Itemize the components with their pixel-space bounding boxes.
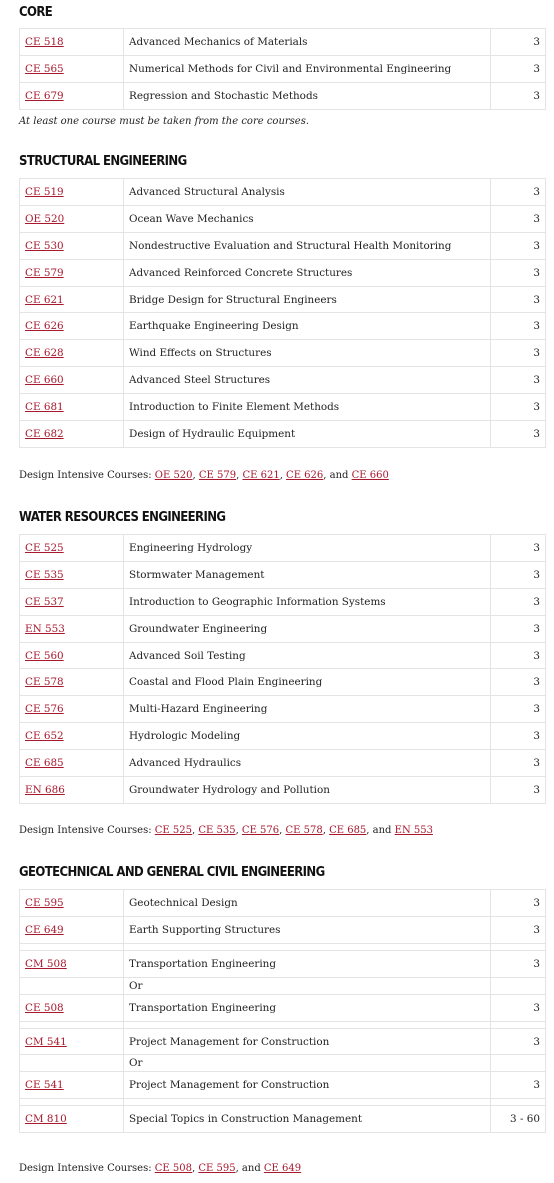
course-name: Wind Effects on Structures [124, 340, 491, 367]
course-code-link[interactable]: CE 537 [25, 595, 64, 608]
course-name: Special Topics in Construction Management [124, 1106, 491, 1133]
table-row [20, 82, 546, 109]
course-code-link[interactable]: CE 576 [25, 703, 64, 716]
design-intensive-course-link[interactable]: CE 578 [285, 825, 323, 836]
course-code-link[interactable]: CE 508 [25, 1001, 64, 1014]
table-row [20, 696, 546, 723]
course-code-link[interactable]: CE 541 [25, 1079, 64, 1092]
credit-hours: 3 [491, 367, 546, 394]
design-intensive-course-link[interactable]: CE 579 [198, 470, 237, 481]
course-name: Hydrologic Modeling [124, 723, 491, 750]
course-code-link[interactable]: CE 652 [25, 730, 64, 743]
or-label: Or [124, 1055, 491, 1072]
credit-hours: 3 [491, 588, 546, 615]
design-intensive-course-link[interactable]: CE 621 [242, 470, 280, 481]
table-row [20, 259, 546, 286]
credit-hours: 3 [491, 777, 546, 804]
credit-hours: 3 [491, 421, 546, 448]
credit-hours: 3 [491, 82, 546, 109]
spacer-row [20, 1099, 546, 1106]
course-name: Introduction to Geographic Information Systems [124, 588, 491, 615]
table-row [20, 535, 546, 562]
design-intensive-course-link[interactable]: CE 508 [154, 1163, 192, 1174]
credit-hours: 3 [491, 535, 546, 562]
design-intensive-course-link[interactable]: CE 626 [286, 470, 324, 481]
course-code-link[interactable]: CE 685 [25, 757, 64, 770]
credit-hours: 3 [491, 642, 546, 669]
water-course-table [19, 534, 546, 804]
credit-hours: 3 [491, 1072, 546, 1099]
table-row [20, 615, 546, 642]
credit-hours: 3 [491, 950, 546, 977]
table-row [20, 950, 546, 977]
course-name: Nondestructive Evaluation and Structural Health Monitoring [124, 232, 491, 259]
course-code-link[interactable]: CE 579 [25, 266, 64, 279]
table-row [20, 642, 546, 669]
design-intensive-course-link[interactable]: CE 595 [198, 1163, 236, 1174]
table-row [20, 994, 546, 1021]
course-name: Advanced Structural Analysis [124, 179, 491, 206]
course-code-link[interactable]: CE 578 [25, 676, 64, 689]
course-code-link[interactable]: CE 628 [25, 347, 64, 360]
section-title-core: CORE [19, 5, 53, 20]
design-intensive-course-link[interactable]: CE 535 [198, 825, 236, 836]
credit-hours: 3 [491, 286, 546, 313]
section-title-water: WATER RESOURCES ENGINEERING [19, 510, 226, 525]
design-intensive-course-link[interactable]: CE 685 [329, 825, 367, 836]
credit-hours: 3 [491, 55, 546, 82]
design-intensive-label: Design Intensive Courses: [19, 470, 155, 481]
table-row [20, 394, 546, 421]
course-name: Introduction to Finite Element Methods [124, 394, 491, 421]
course-name: Stormwater Management [124, 561, 491, 588]
course-code-link[interactable]: CE 595 [25, 896, 64, 909]
course-code-link[interactable]: CE 518 [25, 35, 64, 48]
water-design-intensive: Design Intensive Courses: CE 525, CE 535, CE 576, CE 578, CE 685, and EN 553 [19, 825, 433, 836]
table-row [20, 750, 546, 777]
credit-hours: 3 [491, 669, 546, 696]
course-name: Project Management for Construction [124, 1028, 491, 1055]
table-row [20, 313, 546, 340]
table-row [20, 588, 546, 615]
design-intensive-course-link[interactable]: EN 553 [394, 825, 433, 836]
course-code-link[interactable]: CE 679 [25, 89, 64, 102]
course-code-link[interactable]: CE 560 [25, 649, 64, 662]
course-code-link[interactable]: CE 649 [25, 923, 64, 936]
course-name: Earth Supporting Structures [124, 916, 491, 943]
course-name: Project Management for Construction [124, 1072, 491, 1099]
course-name: Advanced Steel Structures [124, 367, 491, 394]
design-intensive-course-link[interactable]: OE 520 [154, 470, 193, 481]
credit-hours: 3 [491, 29, 546, 56]
course-code-link[interactable]: CE 660 [25, 374, 64, 387]
course-name: Groundwater Hydrology and Pollution [124, 777, 491, 804]
course-code-link[interactable]: EN 553 [25, 622, 65, 635]
course-name: Advanced Hydraulics [124, 750, 491, 777]
credit-hours: 3 [491, 232, 546, 259]
course-code-link[interactable]: CE 626 [25, 320, 64, 333]
table-row [20, 1072, 546, 1099]
course-name: Geotechnical Design [124, 890, 491, 917]
course-code-link[interactable]: EN 686 [25, 783, 65, 796]
table-row [20, 1106, 546, 1133]
design-intensive-course-link[interactable]: CE 649 [263, 1163, 302, 1174]
course-name: Ocean Wave Mechanics [124, 205, 491, 232]
course-code-link[interactable]: OE 520 [25, 212, 65, 225]
course-name: Coastal and Flood Plain Engineering [124, 669, 491, 696]
table-row [20, 55, 546, 82]
course-name: Regression and Stochastic Methods [124, 82, 491, 109]
or-row [20, 1055, 546, 1072]
credit-hours: 3 [491, 890, 546, 917]
credit-hours: 3 [491, 994, 546, 1021]
table-row [20, 561, 546, 588]
course-code-link[interactable]: CE 682 [25, 427, 64, 440]
section-title-geotechnical: GEOTECHNICAL AND GENERAL CIVIL ENGINEERING [19, 865, 325, 880]
course-name: Engineering Hydrology [124, 535, 491, 562]
course-name: Transportation Engineering [124, 994, 491, 1021]
table-row [20, 723, 546, 750]
credit-hours: 3 [491, 916, 546, 943]
credit-hours: 3 - 60 [491, 1106, 546, 1133]
core-course-table [19, 28, 546, 110]
table-row [20, 421, 546, 448]
course-name: Advanced Mechanics of Materials [124, 29, 491, 56]
course-code-link[interactable]: CE 681 [25, 401, 64, 414]
core-note: At least one course must be taken from the core courses. [19, 116, 310, 127]
table-row [20, 286, 546, 313]
course-name: Advanced Reinforced Concrete Structures [124, 259, 491, 286]
course-name: Transportation Engineering [124, 950, 491, 977]
course-name: Numerical Methods for Civil and Environmental Engineering [124, 55, 491, 82]
or-row [20, 977, 546, 994]
table-row [20, 669, 546, 696]
credit-hours: 3 [491, 561, 546, 588]
course-code-link[interactable]: CM 508 [25, 957, 67, 970]
table-row [20, 916, 546, 943]
course-name: Earthquake Engineering Design [124, 313, 491, 340]
course-code-link[interactable]: CE 525 [25, 541, 64, 554]
course-name: Advanced Soil Testing [124, 642, 491, 669]
table-row [20, 179, 546, 206]
design-intensive-course-link[interactable]: CE 525 [154, 825, 192, 836]
section-title-structural: STRUCTURAL ENGINEERING [19, 154, 187, 169]
credit-hours: 3 [491, 179, 546, 206]
geotechnical-course-table [19, 889, 546, 1133]
course-code-link[interactable]: CM 541 [25, 1035, 67, 1048]
table-row [20, 232, 546, 259]
course-name: Multi-Hazard Engineering [124, 696, 491, 723]
credit-hours: 3 [491, 615, 546, 642]
design-intensive-course-link[interactable]: CE 576 [241, 825, 280, 836]
design-intensive-label: Design Intensive Courses: [19, 825, 155, 836]
structural-design-intensive: Design Intensive Courses: OE 520, CE 579, CE 621, CE 626, and CE 660 [19, 470, 389, 481]
credit-hours: 3 [491, 340, 546, 367]
design-intensive-course-link[interactable]: CE 660 [351, 470, 389, 481]
or-label: Or [124, 977, 491, 994]
table-row [20, 777, 546, 804]
course-code-link[interactable]: CE 535 [25, 568, 64, 581]
credit-hours: 3 [491, 259, 546, 286]
table-row [20, 1028, 546, 1055]
course-code-link[interactable]: CE 621 [25, 293, 64, 306]
credit-hours: 3 [491, 205, 546, 232]
course-code-link[interactable]: CE 565 [25, 62, 64, 75]
credit-hours: 3 [491, 696, 546, 723]
table-row [20, 205, 546, 232]
course-code-link[interactable]: CM 810 [25, 1113, 67, 1126]
course-name: Design of Hydraulic Equipment [124, 421, 491, 448]
geotechnical-design-intensive: Design Intensive Courses: CE 508, CE 595, and CE 649 [19, 1163, 302, 1174]
credit-hours: 3 [491, 1028, 546, 1055]
structural-course-table [19, 178, 546, 448]
spacer-row [20, 1021, 546, 1028]
course-code-link[interactable]: CE 519 [25, 185, 64, 198]
credit-hours: 3 [491, 394, 546, 421]
course-name: Groundwater Engineering [124, 615, 491, 642]
table-row [20, 890, 546, 917]
course-name: Bridge Design for Structural Engineers [124, 286, 491, 313]
design-intensive-label: Design Intensive Courses: [19, 1163, 155, 1174]
credit-hours: 3 [491, 750, 546, 777]
table-row [20, 367, 546, 394]
table-row [20, 340, 546, 367]
credit-hours: 3 [491, 313, 546, 340]
course-code-link[interactable]: CE 530 [25, 239, 64, 252]
table-row [20, 29, 546, 56]
credit-hours: 3 [491, 723, 546, 750]
spacer-row [20, 943, 546, 950]
